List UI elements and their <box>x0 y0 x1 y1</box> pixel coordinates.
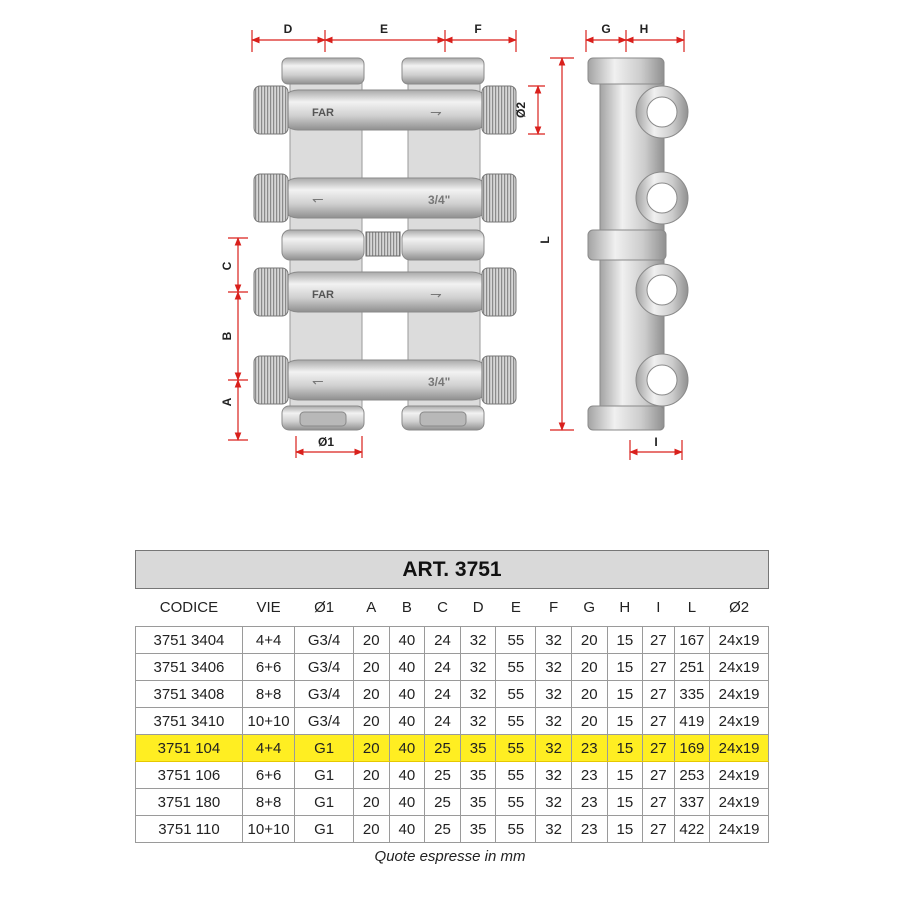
table-cell: 419 <box>674 708 710 735</box>
outlet-pipe-1 <box>254 86 516 134</box>
table-cell: G1 <box>295 735 354 762</box>
table-cell: 20 <box>353 681 389 708</box>
dim-label-a: A <box>220 397 234 407</box>
table-cell: 24x19 <box>710 681 769 708</box>
table-cell: 32 <box>536 735 572 762</box>
table-cell: 20 <box>353 735 389 762</box>
table-cell: 24x19 <box>710 627 769 654</box>
table-cell: 32 <box>536 681 572 708</box>
table-cell: G3/4 <box>295 681 354 708</box>
table-cell: 20 <box>353 789 389 816</box>
table-cell: G1 <box>295 762 354 789</box>
table-cell: 55 <box>496 627 536 654</box>
table-cell: 20 <box>353 654 389 681</box>
table-cell: 251 <box>674 654 710 681</box>
table-body <box>136 627 769 843</box>
svg-text:↽: ↽ <box>312 373 324 389</box>
table-cell: 27 <box>643 762 674 789</box>
dim-label-c: C <box>220 261 234 271</box>
table-cell: 24 <box>425 708 461 735</box>
column-header: G <box>583 599 596 616</box>
table-cell: 27 <box>643 627 674 654</box>
table-cell: 40 <box>389 789 425 816</box>
table-cell: 40 <box>389 654 425 681</box>
column-header: C <box>437 599 448 616</box>
front-view <box>254 58 516 430</box>
table-cell: 24 <box>425 627 461 654</box>
table-header-row <box>136 589 769 627</box>
table-cell: 3751 3410 <box>136 708 243 735</box>
table-cell: 24x19 <box>710 654 769 681</box>
table-cell: 23 <box>571 816 607 843</box>
column-header: H <box>619 599 631 616</box>
table-cell: 32 <box>460 654 496 681</box>
table-cell: 32 <box>460 681 496 708</box>
column-header: L <box>687 599 697 616</box>
dim-label-d: D <box>283 22 293 36</box>
outlet-pipe-2 <box>254 174 516 222</box>
table-cell: 40 <box>389 735 425 762</box>
table-cell: 32 <box>536 816 572 843</box>
table-cell: 35 <box>460 789 496 816</box>
table-cell: 20 <box>353 627 389 654</box>
table-cell: 27 <box>643 735 674 762</box>
size-marking-upper: 3/4" <box>428 193 451 207</box>
table-cell: G1 <box>295 816 354 843</box>
outlet-pipe-3 <box>254 268 516 316</box>
table-cell: 55 <box>496 735 536 762</box>
table-row-highlighted <box>136 735 769 762</box>
table-cell: 40 <box>389 627 425 654</box>
table-row <box>136 681 769 708</box>
table-cell: 24x19 <box>710 708 769 735</box>
table-cell: 25 <box>425 816 461 843</box>
outlet-pipe-4 <box>254 356 516 404</box>
column-header: VIE <box>256 599 281 616</box>
table-cell: 24x19 <box>710 816 769 843</box>
table-cell: 15 <box>607 654 643 681</box>
table-cell: 32 <box>536 627 572 654</box>
table-cell: 15 <box>607 681 643 708</box>
table-cell: 32 <box>460 708 496 735</box>
table-cell: 422 <box>674 816 710 843</box>
table-cell: 3751 3404 <box>136 627 243 654</box>
table-cell: 55 <box>496 816 536 843</box>
table-cell: 15 <box>607 735 643 762</box>
table-cell: 15 <box>607 762 643 789</box>
column-header: D <box>472 599 484 616</box>
table-cell: 55 <box>496 708 536 735</box>
column-header: E <box>510 599 521 616</box>
dim-label-o2: Ø2 <box>514 101 528 119</box>
svg-text:⇁: ⇁ <box>430 286 442 302</box>
table-cell: G3/4 <box>295 654 354 681</box>
table-cell: 35 <box>460 735 496 762</box>
table-cell: 337 <box>674 789 710 816</box>
table-cell: 20 <box>571 627 607 654</box>
table-cell: 4+4 <box>242 627 294 654</box>
table-cell: 40 <box>389 681 425 708</box>
table-cell: 3751 180 <box>136 789 243 816</box>
svg-text:FAR: FAR <box>312 107 334 119</box>
table-cell: 40 <box>389 708 425 735</box>
table-cell: 24x19 <box>710 789 769 816</box>
table-cell: 25 <box>425 762 461 789</box>
table-cell: G3/4 <box>295 708 354 735</box>
dim-label-l: L <box>538 236 552 244</box>
svg-text:FAR: FAR <box>312 289 334 301</box>
svg-text:↽: ↽ <box>312 191 324 207</box>
table-cell: 15 <box>607 816 643 843</box>
table-cell: 167 <box>674 627 710 654</box>
table-cell: G1 <box>295 789 354 816</box>
table-cell: 25 <box>425 789 461 816</box>
table-cell: 169 <box>674 735 710 762</box>
table-cell: 24 <box>425 681 461 708</box>
table-cell: 35 <box>460 816 496 843</box>
table-cell: 32 <box>536 789 572 816</box>
table-cell: 20 <box>353 762 389 789</box>
table-cell: 23 <box>571 789 607 816</box>
table-row <box>136 627 769 654</box>
table-cell: 4+4 <box>242 735 294 762</box>
table-cell: 32 <box>536 708 572 735</box>
spec-table <box>135 550 769 843</box>
table-cell: 3751 3408 <box>136 681 243 708</box>
table-cell: 27 <box>643 708 674 735</box>
units-note: Quote espresse in mm <box>374 848 526 865</box>
table-cell: 10+10 <box>242 708 294 735</box>
table-cell: 27 <box>643 654 674 681</box>
column-header: Ø2 <box>729 599 750 616</box>
table-cell: 32 <box>536 762 572 789</box>
table-cell: 24 <box>425 654 461 681</box>
table-cell: 335 <box>674 681 710 708</box>
table-cell: 8+8 <box>242 789 294 816</box>
dim-label-o1: Ø1 <box>317 435 335 449</box>
column-header: F <box>548 599 559 616</box>
table-cell: 32 <box>460 627 496 654</box>
table-cell: 23 <box>571 735 607 762</box>
table-row <box>136 789 769 816</box>
table-cell: 15 <box>607 789 643 816</box>
table-cell: 23 <box>571 762 607 789</box>
table-cell: 20 <box>571 708 607 735</box>
svg-text:⇁: ⇁ <box>430 104 442 120</box>
column-header: Ø1 <box>314 599 335 616</box>
dim-label-f: F <box>474 22 482 36</box>
dim-label-e: E <box>379 22 389 36</box>
table-cell: 15 <box>607 627 643 654</box>
table-row <box>136 654 769 681</box>
column-header: I <box>656 599 661 616</box>
table-cell: 8+8 <box>242 681 294 708</box>
table-cell: 55 <box>496 762 536 789</box>
table-cell: 3751 106 <box>136 762 243 789</box>
table-cell: 55 <box>496 654 536 681</box>
table-title: ART. 3751 <box>136 551 769 589</box>
dim-label-h: H <box>639 22 649 36</box>
table-row <box>136 708 769 735</box>
table-cell: 3751 104 <box>136 735 243 762</box>
table-cell: 20 <box>353 816 389 843</box>
table-cell: 3751 3406 <box>136 654 243 681</box>
table-cell: 15 <box>607 708 643 735</box>
table-cell: 20 <box>571 654 607 681</box>
table-cell: 6+6 <box>242 762 294 789</box>
table-cell: 6+6 <box>242 654 294 681</box>
table-row <box>136 816 769 843</box>
table-cell: 32 <box>536 654 572 681</box>
column-header: B <box>401 599 412 616</box>
table-cell: 40 <box>389 762 425 789</box>
table-cell: 24x19 <box>710 735 769 762</box>
dim-label-b: B <box>220 331 234 341</box>
size-marking-lower: 3/4" <box>428 375 451 389</box>
table-cell: 20 <box>571 681 607 708</box>
dim-label-i: I <box>654 435 658 449</box>
table-cell: 24x19 <box>710 762 769 789</box>
table-cell: 10+10 <box>242 816 294 843</box>
table-cell: 27 <box>643 681 674 708</box>
table-cell: 55 <box>496 789 536 816</box>
table-cell: 27 <box>643 789 674 816</box>
table-cell: G3/4 <box>295 627 354 654</box>
table-cell: 3751 110 <box>136 816 243 843</box>
table-cell: 25 <box>425 735 461 762</box>
table-cell: 20 <box>353 708 389 735</box>
table-cell: 40 <box>389 816 425 843</box>
table-cell: 35 <box>460 762 496 789</box>
table-cell: 253 <box>674 762 710 789</box>
column-header: A <box>366 599 377 616</box>
side-view <box>588 58 688 430</box>
dim-label-g: G <box>601 22 611 36</box>
table-row <box>136 762 769 789</box>
column-header: CODICE <box>159 599 219 616</box>
table-cell: 55 <box>496 681 536 708</box>
table-cell: 27 <box>643 816 674 843</box>
